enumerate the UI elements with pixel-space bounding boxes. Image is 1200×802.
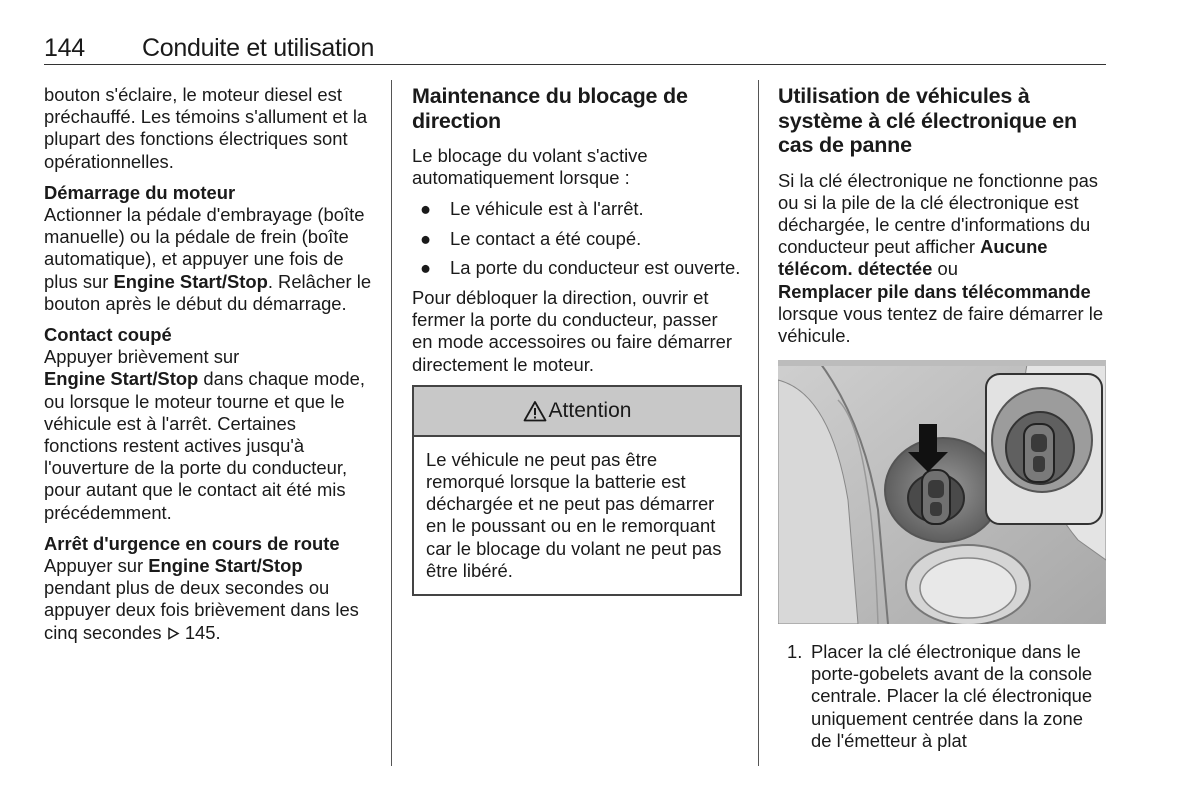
section-title: Contact coupé — [44, 324, 172, 346]
list-item: ● Le véhicule est à l'arrêt. — [420, 198, 644, 220]
section-emergency-stop — [44, 533, 374, 644]
intro-paragraph: bouton s'éclaire, le moteur diesel est préchauffé. Les témoins s'allument et la plupart des fonctions électriques sont opérationnelles. — [44, 84, 368, 172]
button-name: Engine Start/Stop — [113, 270, 268, 292]
column-divider — [391, 80, 392, 766]
warning-header — [414, 387, 740, 437]
column-middle — [412, 84, 742, 596]
page-reference[interactable]: 145. — [184, 621, 221, 643]
message-text: Remplacer pile dans télécommande — [778, 280, 1091, 302]
instruction-steps — [778, 641, 1108, 752]
section-heading: Utilisation de véhicules à système à clé électronique en cas de panne — [778, 84, 1077, 157]
page-title: Conduite et utilisation — [142, 34, 375, 62]
page-reference-icon — [167, 627, 180, 640]
warning-text: Le véhicule ne peut pas être remorqué lorsque la batterie est déchargée et ne peut pas démarrer en le poussant ou en le remorquant car le blocage du volant ne peut pas être libéré. — [426, 448, 722, 581]
step-number: 1. — [787, 641, 803, 662]
column-left — [44, 84, 374, 653]
intro-paragraph: Le blocage du volant s'active automatiquement lorsque : — [412, 145, 648, 189]
failure-paragraph: Si la clé électronique ne fonctionne pas ou si la pile de la clé électronique est déchargée, le centre d'informations du conducteur peut afficher Aucune télécom. détectée ou Remplacer pile dans télécommande lorsque vous tentez de faire démarrer le véhicule. — [778, 169, 1104, 346]
warning-box — [412, 385, 742, 596]
list-item: ● Le contact a été coupé. — [420, 227, 642, 249]
page-number: 144 — [44, 34, 85, 62]
section-ignition-off — [44, 324, 374, 524]
illustration-svg — [778, 360, 1106, 624]
button-name: Engine Start/Stop — [44, 368, 199, 390]
condition-list — [412, 198, 742, 279]
section-text: Appuyer sur Engine Start/Stop pendant plus de deux secondes ou appuyer deux fois brièvement dans les cinq secondes 145. — [44, 555, 359, 643]
section-text: Actionner la pédale d'embrayage (boîte manuelle) ou la pédale de frein (boîte automatique), et appuyer une fois de plus sur Engine Start/Stop. Relâcher le bouton après le début du démarrage. — [44, 204, 372, 314]
section-title: Arrêt d'urgence en cours de route — [44, 532, 340, 554]
list-item: ● La porte du conducteur est ouverte. — [420, 256, 741, 278]
button-name: Engine Start/Stop — [148, 555, 303, 577]
step-text: Placer la clé électronique dans le porte-gobelets avant de la console centrale. Placer la clé électronique uniquement centrée dans la zone de l'émetteur à plat — [811, 641, 1093, 751]
page-header — [44, 34, 1106, 65]
warning-title: Attention — [548, 398, 632, 422]
section-heading: Maintenance du blocage de direction — [412, 84, 688, 133]
section-engine-start — [44, 182, 374, 315]
list-item — [778, 641, 1108, 752]
section-text: Appuyer brièvement sur Engine Start/Stop dans chaque mode, ou lorsque le moteur tourne et que le véhicule est à l'arrêt. Certaines fonctions restent actives jusqu'à l'ouverture de la porte du conducteur, pour autant que le contact ait été mis précédemment. — [44, 346, 365, 523]
warning-triangle-icon — [523, 400, 547, 422]
key-cupholder-illustration — [778, 360, 1106, 624]
message-text: Aucune télécom. détectée — [778, 236, 1048, 280]
unlock-paragraph: Pour débloquer la direction, ouvrir et fermer la porte du conducteur, passer en mode accessoires ou faire démarrer directement le moteur. — [412, 287, 732, 375]
column-divider — [758, 80, 759, 766]
column-right — [778, 84, 1108, 356]
section-title: Démarrage du moteur — [44, 181, 236, 203]
